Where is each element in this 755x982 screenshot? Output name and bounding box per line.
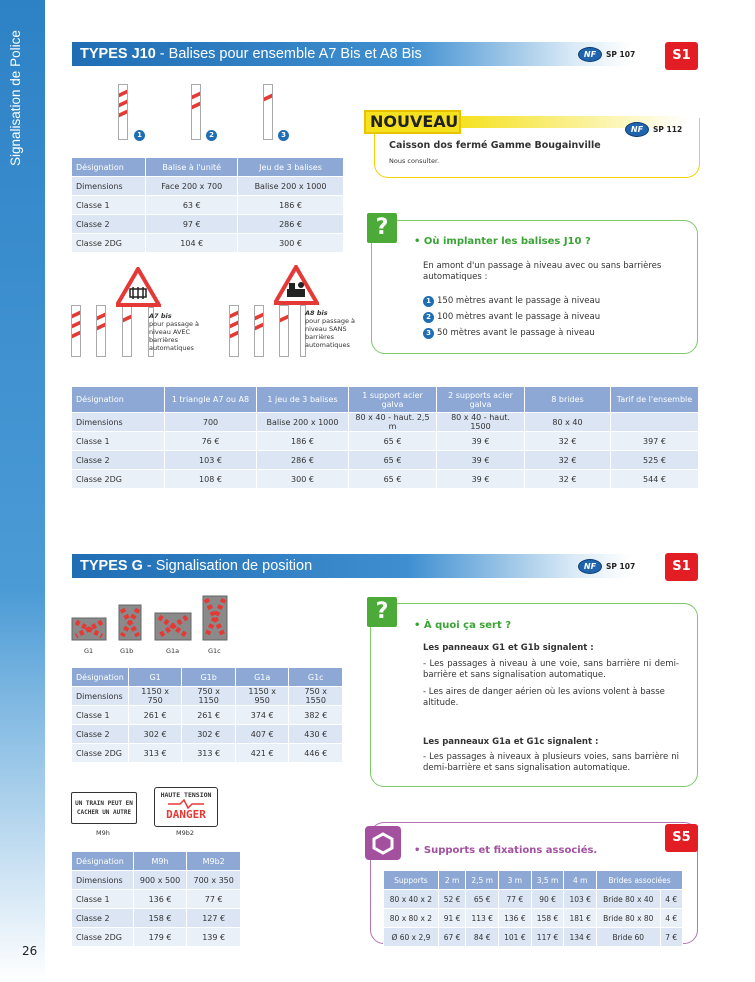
cross-label: G1c <box>208 647 221 655</box>
nf-logo-icon: NF <box>578 559 602 574</box>
cross-label: G1 <box>84 647 94 655</box>
table-header-row: Désignation Balise à l'unité Jeu de 3 balises <box>72 158 344 177</box>
info-item: 150 mètres avant le passage à niveau <box>437 296 601 306</box>
a7-bis-triangle-icon <box>116 267 161 307</box>
section-title-bold: TYPES J10 <box>80 46 156 62</box>
nf-mark: NF SP 107 <box>578 558 635 574</box>
table-row: Classe 2 302 € 302 € 407 € 430 € <box>72 725 343 744</box>
table-row: Classe 1 76 € 186 € 65 € 39 € 32 € 397 € <box>72 432 699 451</box>
supports-title: • Supports et fixations associés. <box>414 845 598 856</box>
category-badge: S1 <box>665 553 698 581</box>
number-badge: 2 <box>206 130 217 141</box>
table-j10-balises <box>71 157 344 253</box>
cross-label: G1b <box>120 647 134 655</box>
balise-small <box>122 305 132 357</box>
number-badge: 3 <box>423 328 434 339</box>
page-number: 26 <box>22 944 38 958</box>
sign-label: M9b2 <box>176 829 195 837</box>
nf-logo-icon: NF <box>625 122 649 137</box>
section-title-rest: - Balises pour ensemble A7 Bis et A8 Bis <box>155 46 422 62</box>
number-badge: 1 <box>134 130 145 141</box>
table-m9-signs <box>71 851 241 947</box>
category-badge: S5 <box>665 824 698 852</box>
balise-small <box>71 305 81 357</box>
table-row: 80 x 40 x 2 52 € 65 € 77 € 90 € 103 € Bride 80 x 40 4 € <box>384 890 683 909</box>
table-row: Classe 1 136 € 77 € <box>72 890 241 909</box>
question-icon: ? <box>367 213 397 243</box>
table-row: Classe 1 261 € 261 € 374 € 382 € <box>72 706 343 725</box>
table-row: Classe 2DG 179 € 139 € <box>72 928 241 947</box>
caption-a7-bis: A7 bis pour passage à niveau AVEC barrières automatiques <box>149 312 200 352</box>
vertical-title: Signalisation de Police <box>8 30 23 166</box>
balise-one-stripe <box>263 84 273 140</box>
table-row: Classe 1 63 € 186 € <box>72 196 344 215</box>
balise-small <box>96 305 106 357</box>
number-badge: 3 <box>278 130 289 141</box>
sign-label: M9h <box>96 829 110 837</box>
table-header-row: Désignation 1 triangle A7 ou A8 1 jeu de 3 balises 1 support acier galva 2 supports acier galva 8 brides Tarif de l'ensemble <box>72 387 699 413</box>
info-item: 50 mètres avant le passage à niveau <box>437 328 595 338</box>
table-row: Dimensions 1150 x 750 750 x 1150 1150 x 950 750 x 1550 <box>72 687 343 706</box>
nouveau-subtitle: Nous consulter. <box>389 157 440 165</box>
table-supports <box>383 870 683 947</box>
category-badge: S1 <box>665 42 698 70</box>
nouveau-label: NOUVEAU <box>364 110 461 134</box>
info-line: - Les passages à niveau à une voie, sans barrière ni demi-barrière et sans signalisation automatique. <box>423 659 679 680</box>
table-row: Classe 2 158 € 127 € <box>72 909 241 928</box>
sign-m9h: UN TRAIN PEUT EN CACHER UN AUTRE <box>71 792 137 824</box>
table-row: Classe 2DG 108 € 300 € 65 € 39 € 32 € 544 € <box>72 470 699 489</box>
table-row: 80 x 80 x 2 91 € 113 € 136 € 158 € 181 € Bride 80 x 80 4 € <box>384 909 683 928</box>
balise-small <box>254 305 264 357</box>
nouveau-title: Caisson dos fermé Gamme Bougainville <box>389 140 601 151</box>
a8-bis-train-triangle-icon <box>274 265 319 305</box>
table-row: Classe 2DG 313 € 313 € 421 € 446 € <box>72 744 343 763</box>
info-line: - Les passages à niveaux à plusieurs voies, sans barrière ni demi-barrière et sans signalisation automatique. <box>423 752 679 773</box>
balise-small <box>229 305 239 357</box>
table-row: Dimensions 900 x 500 700 x 350 <box>72 871 241 890</box>
cross-label: G1a <box>166 647 180 655</box>
table-header-row: Désignation M9h M9b2 <box>72 852 241 871</box>
number-badge: 2 <box>423 312 434 323</box>
info-heading: Les panneaux G1 et G1b signalent : <box>423 643 594 653</box>
hex-bolt-icon <box>365 826 401 860</box>
table-row: Dimensions 700 Balise 200 x 1000 80 x 40 - haut. 2,5 m 80 x 40 - haut. 1500 80 x 40 <box>72 413 699 432</box>
balise-two-stripes <box>191 84 201 140</box>
info-line: - Les aires de danger aérien où les avions volent à basse altitude. <box>423 687 665 708</box>
nf-mark: NF SP 112 <box>625 121 682 137</box>
balise-three-stripes <box>118 84 128 140</box>
table-row: Classe 2 97 € 286 € <box>72 215 344 234</box>
info-title: • À quoi ça sert ? <box>414 620 512 631</box>
table-header-row: Supports 2 m 2,5 m 3 m 3,5 m 4 m Brides associées <box>384 871 683 890</box>
info-item: 100 mètres avant le passage à niveau <box>437 312 601 322</box>
table-row: Dimensions Face 200 x 700 Balise 200 x 1000 <box>72 177 344 196</box>
section-j10-header <box>72 42 632 66</box>
table-g-signs <box>71 667 343 763</box>
table-header-row: Désignation G1 G1b G1a G1c <box>72 668 343 687</box>
table-row: Classe 2 103 € 286 € 65 € 39 € 32 € 525 € <box>72 451 699 470</box>
table-row: Ø 60 x 2,9 67 € 84 € 101 € 117 € 134 € Bride 60 7 € <box>384 928 683 947</box>
table-row: Classe 2DG 104 € 300 € <box>72 234 344 253</box>
balise-small <box>279 305 289 357</box>
sp-label: SP 107 <box>606 49 636 59</box>
cross-signs-icon <box>71 595 241 645</box>
nf-mark <box>578 46 635 62</box>
nf-logo-icon: NF <box>578 47 602 62</box>
question-icon: ? <box>367 597 397 627</box>
info-title: • Où implanter les balises J10 ? <box>414 236 591 247</box>
table-j10-ensemble <box>71 386 699 489</box>
info-intro: En amont d'un passage à niveau avec ou sans barrières automatiques : <box>423 261 662 282</box>
section-g-header: TYPES G - Signalisation de position <box>72 554 632 578</box>
caption-a8-bis: A8 bis pour passage à niveau SANS barrières automatiques <box>305 309 356 349</box>
number-badge: 1 <box>423 296 434 307</box>
sign-m9b2: HAUTE TENSION DANGER <box>154 787 218 827</box>
info-heading: Les panneaux G1a et G1c signalent : <box>423 737 599 747</box>
